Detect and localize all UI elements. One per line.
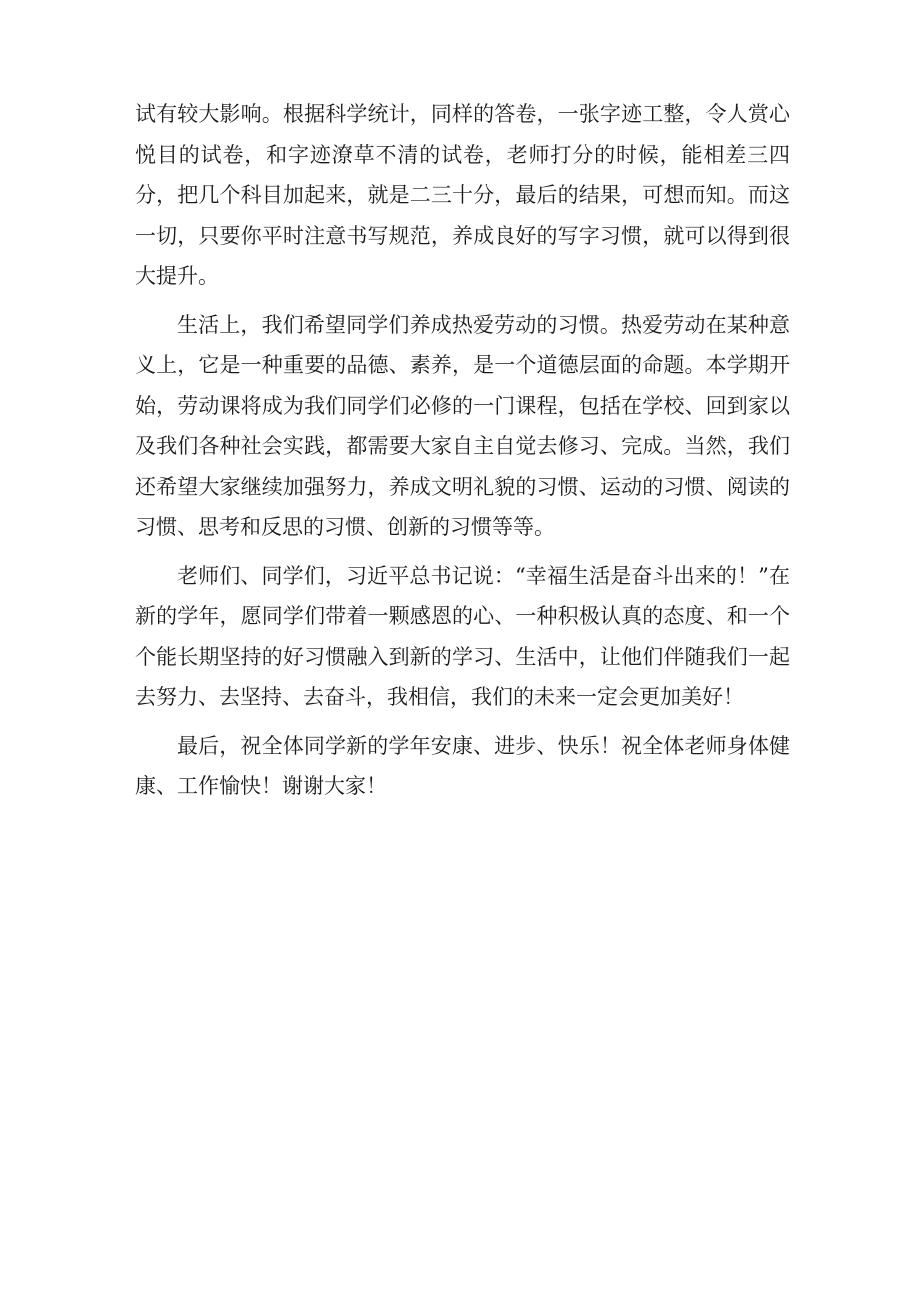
paragraph-2: 生活上，我们希望同学们养成热爱劳动的习惯。热爱劳动在某种意义上，它是一种重要的品德、素养，是一个道德层面的命题。本学期开始，劳动课将成为我们同学们必修的一门课程，包括在学校、回到家以及我们各种社会实践，都需要大家自主自觉去修习、完成。当然，我们还希望大家继续加强努力，养成文明礼貌的习惯、运动的习惯、阅读的习惯、思考和反思的习惯、创新的习惯等等。: [135, 312, 790, 539]
paragraph-1: 试有较大影响。根据科学统计，同样的答卷，一张字迹工整，令人赏心悦目的试卷，和字迹潦草不清的试卷，老师打分的时候，能相差三四分，把几个科目加起来，就是二三十分，最后的结果，可想而知。而这一切，只要你平时注意书写规范，养成良好的写字习惯，就可以得到很大提升。: [135, 102, 790, 288]
paragraph-3: 老师们、同学们，习近平总书记说：“幸福生活是奋斗出来的！”在新的学年，愿同学们带着一颗感恩的心、一种积极认真的态度、和一个个能长期坚持的好习惯融入到新的学习、生活中，让他们伴随我们一起去努力、去坚持、去奋斗，我相信，我们的未来一定会更加美好！: [135, 563, 790, 709]
paragraph-4: 最后，祝全体同学新的学年安康、进步、快乐！祝全体老师身体健康、工作愉快！谢谢大家！: [135, 733, 790, 798]
